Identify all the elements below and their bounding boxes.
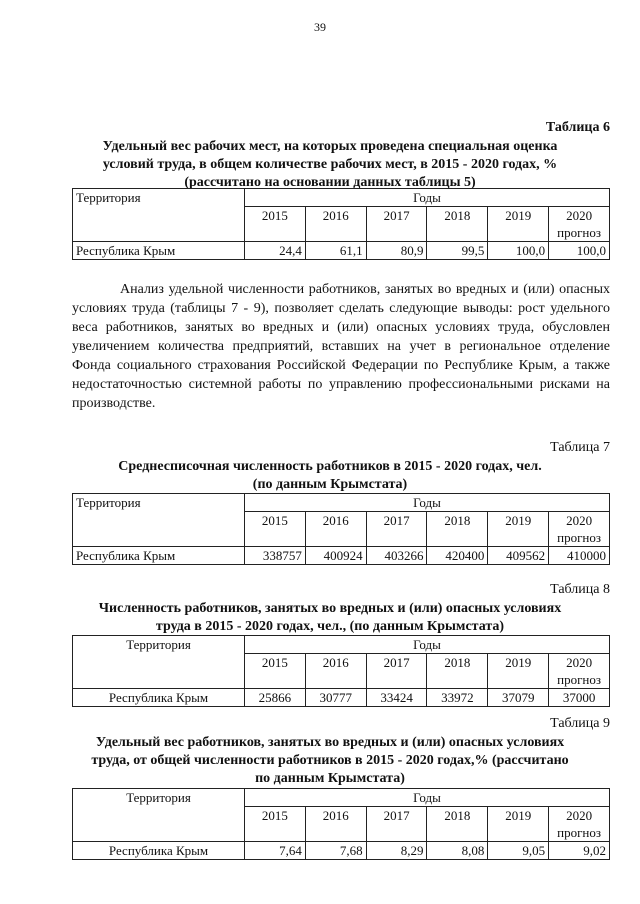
- value-cell: 8,08: [427, 842, 488, 860]
- value-cell: 61,1: [305, 242, 366, 260]
- forecast-label: прогноз: [557, 225, 602, 240]
- value-cell: 420400: [427, 547, 488, 565]
- value-cell: 338757: [245, 547, 306, 565]
- title-line: Удельный вес рабочих мест, на которых проведена специальная оценка: [102, 139, 558, 154]
- header-years: Годы: [245, 189, 610, 207]
- value-cell: 99,5: [427, 242, 488, 260]
- table-7: [72, 493, 610, 565]
- year-cell: 2019: [488, 807, 549, 842]
- title-line: Среднесписочная численность работников в 2015 - 2020 годах, чел.: [118, 459, 542, 474]
- row-label: Республика Крым: [73, 547, 245, 565]
- year-cell: 2015: [245, 207, 306, 242]
- year-label: 2020: [566, 808, 593, 823]
- title-line: труда в 2015 - 2020 годах, чел., (по данным Крымстата): [155, 619, 505, 634]
- table-row: [73, 689, 610, 707]
- header-territory: Территория: [73, 789, 245, 842]
- table-7-label: Таблица 7: [550, 440, 610, 455]
- year-cell-forecast: [549, 512, 610, 547]
- table-9-title: [70, 734, 590, 788]
- table-9: [72, 788, 610, 860]
- header-years: Годы: [245, 494, 610, 512]
- forecast-label: прогноз: [557, 530, 602, 545]
- header-years: Годы: [245, 636, 610, 654]
- forecast-label: прогноз: [557, 825, 602, 840]
- table-6-label: Таблица 6: [545, 120, 610, 135]
- value-cell: 100,0: [488, 242, 549, 260]
- forecast-label: прогноз: [557, 672, 602, 687]
- table-row: [73, 547, 610, 565]
- title-line: (рассчитано на основании данных таблицы 5): [184, 175, 476, 190]
- year-cell: 2016: [305, 512, 366, 547]
- header-territory: Территория: [73, 494, 245, 547]
- value-cell: 409562: [488, 547, 549, 565]
- title-line: Удельный вес работников, занятых во вредных и (или) опасных условиях: [95, 735, 565, 750]
- title-line: по данным Крымстата): [255, 771, 405, 786]
- table-8-title: [70, 600, 590, 636]
- value-cell: 33972: [427, 689, 488, 707]
- header-territory: Территория: [73, 636, 245, 689]
- value-cell: 7,64: [245, 842, 306, 860]
- year-cell-forecast: [549, 807, 610, 842]
- table-row: [73, 842, 610, 860]
- title-line: условий труда, в общем количестве рабочих мест, в 2015 - 2020 годах, %: [102, 157, 558, 172]
- title-line: Численность работников, занятых во вредных и (или) опасных условиях: [98, 601, 562, 616]
- value-cell: 33424: [366, 689, 427, 707]
- table-9-label: Таблица 9: [550, 716, 610, 731]
- row-label: Республика Крым: [73, 842, 245, 860]
- value-cell: 24,4: [245, 242, 306, 260]
- year-cell: 2015: [245, 512, 306, 547]
- year-cell: 2019: [488, 512, 549, 547]
- value-cell: 100,0: [549, 242, 610, 260]
- table-8-label: Таблица 8: [550, 582, 610, 597]
- year-cell: 2019: [488, 654, 549, 689]
- year-cell-forecast: [549, 654, 610, 689]
- table-row: [73, 242, 610, 260]
- year-cell: 2018: [427, 654, 488, 689]
- year-cell: 2015: [245, 807, 306, 842]
- year-cell: 2017: [366, 207, 427, 242]
- year-cell: 2015: [245, 654, 306, 689]
- year-cell: 2016: [305, 654, 366, 689]
- value-cell: 7,68: [305, 842, 366, 860]
- header-years: Годы: [245, 789, 610, 807]
- table-8: [72, 635, 610, 707]
- table-6-title: [70, 138, 590, 192]
- value-cell: 410000: [549, 547, 610, 565]
- title-line: труда, от общей численности работников в 2015 - 2020 годах,% (рассчитано: [91, 753, 569, 768]
- year-cell: 2016: [305, 207, 366, 242]
- value-cell: 8,29: [366, 842, 427, 860]
- table-6: [72, 188, 610, 260]
- year-label: 2020: [566, 208, 593, 223]
- year-cell: 2018: [427, 807, 488, 842]
- value-cell: 9,02: [549, 842, 610, 860]
- year-cell: 2018: [427, 512, 488, 547]
- table-7-title: [70, 458, 590, 494]
- year-cell: 2017: [366, 807, 427, 842]
- year-cell: 2019: [488, 207, 549, 242]
- row-label: Республика Крым: [73, 242, 245, 260]
- year-cell: 2016: [305, 807, 366, 842]
- title-line: (по данным Крымстата): [252, 477, 408, 492]
- year-label: 2020: [566, 655, 593, 670]
- row-label: Республика Крым: [73, 689, 245, 707]
- value-cell: 30777: [305, 689, 366, 707]
- year-cell: 2017: [366, 512, 427, 547]
- year-cell: 2017: [366, 654, 427, 689]
- value-cell: 400924: [305, 547, 366, 565]
- page-number: 39: [314, 20, 326, 34]
- paragraph-text: Анализ удельной численности работников, занятых во вредных и (или) опасных условиях труда (таблицы 7 - 9), позволяет сделать следующие выводы: рост удельного веса работников, занятых во вредных и (или) опасных условиях труда, обусловлен увеличением количества предприятий, вставших на учет в региональное отделение Фонда социального страхования Российской Федерации по Республике Крым, а также недостаточностью системной работы по управлению профессиональными рисками на производстве.: [72, 282, 610, 411]
- analysis-paragraph: [72, 280, 610, 413]
- value-cell: 37000: [549, 689, 610, 707]
- value-cell: 403266: [366, 547, 427, 565]
- value-cell: 37079: [488, 689, 549, 707]
- value-cell: 80,9: [366, 242, 427, 260]
- year-label: 2020: [566, 513, 593, 528]
- header-territory: Территория: [73, 189, 245, 242]
- year-cell: 2018: [427, 207, 488, 242]
- value-cell: 25866: [245, 689, 306, 707]
- value-cell: 9,05: [488, 842, 549, 860]
- year-cell-forecast: [549, 207, 610, 242]
